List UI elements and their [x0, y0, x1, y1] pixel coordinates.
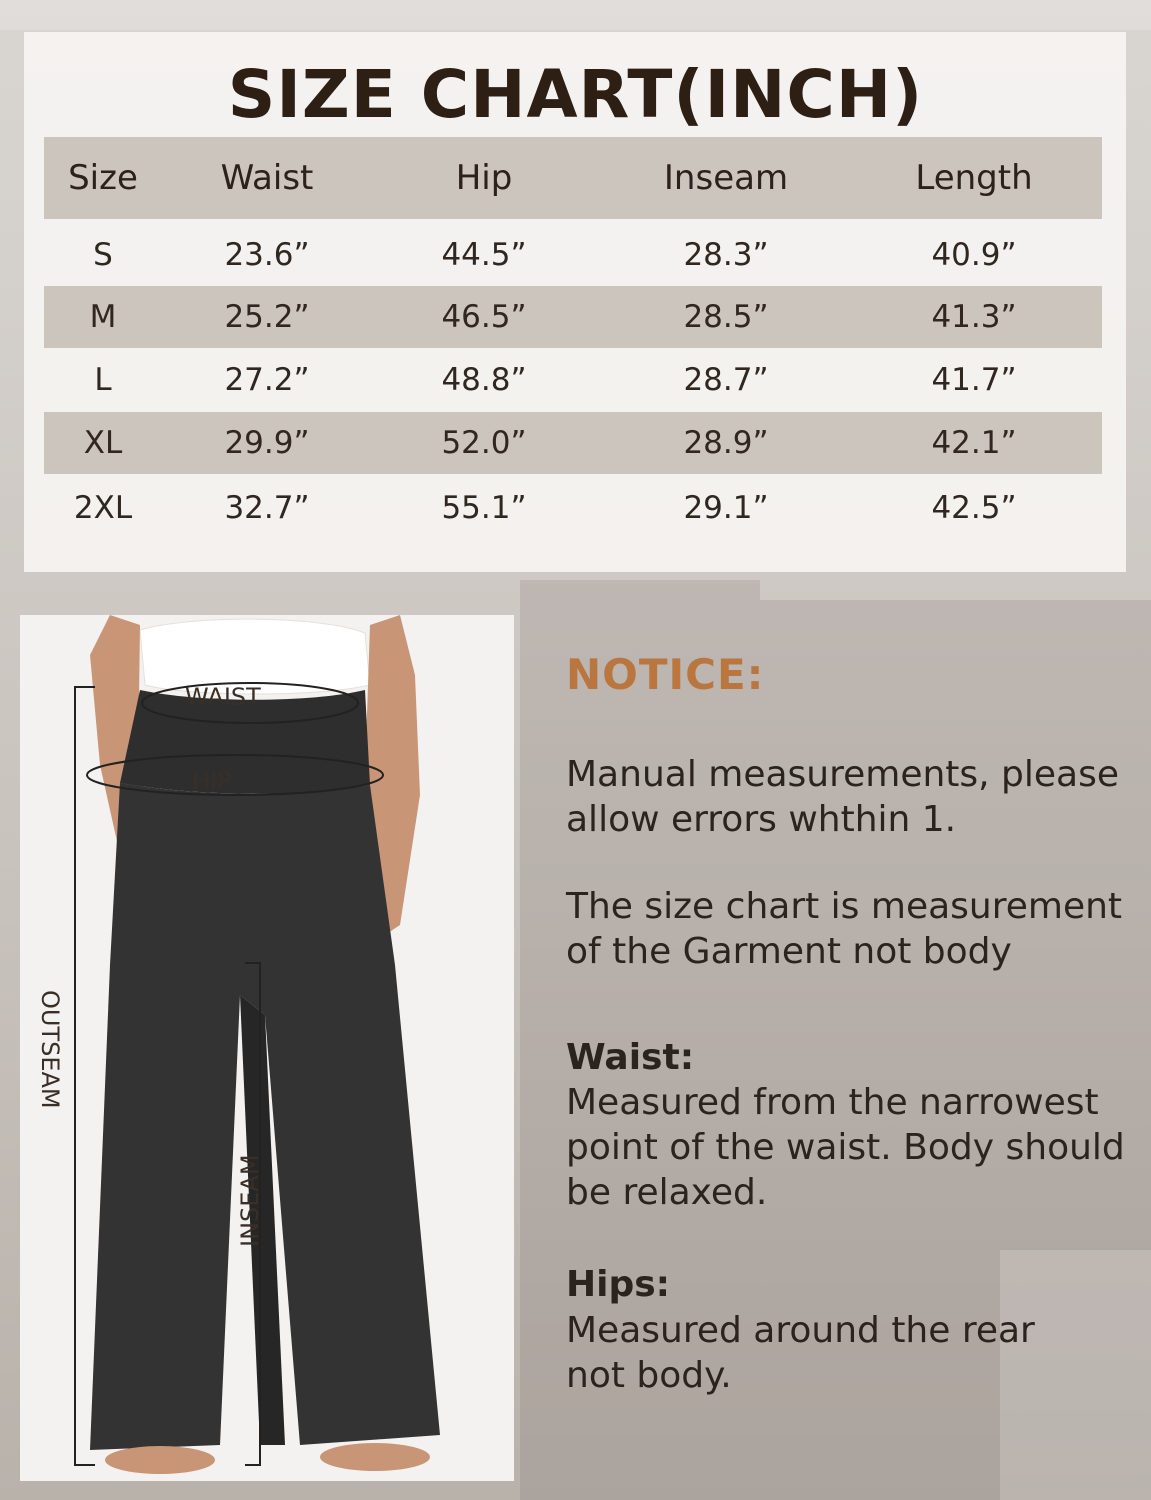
header-size: Size — [68, 158, 138, 198]
cell-inseam: 28.3” — [683, 237, 769, 273]
waist-label: WAIST — [185, 683, 261, 711]
cell-size: XL — [83, 425, 123, 461]
cell-hip: 44.5” — [441, 237, 527, 273]
cell-inseam: 28.7” — [683, 362, 769, 398]
cell-size: M — [89, 299, 117, 335]
pants-measurement-diagram — [20, 615, 514, 1481]
table-row — [44, 349, 1102, 411]
cell-hip: 46.5” — [441, 299, 527, 335]
product-photo — [20, 615, 514, 1481]
cell-hip: 55.1” — [441, 490, 527, 526]
cell-length: 41.3” — [931, 299, 1017, 335]
notice-paragraph-measurements: Manual measurements, please allow errors whthin 1. — [566, 754, 1120, 840]
cell-waist: 29.9” — [224, 425, 310, 461]
outseam-label: OUTSEAM — [36, 990, 64, 1109]
header-waist: Waist — [220, 158, 314, 198]
cell-size: S — [93, 237, 113, 273]
cell-inseam: 28.9” — [683, 425, 769, 461]
header-length: Length — [915, 158, 1033, 198]
table-header-row — [44, 137, 1102, 219]
hips-heading: Hips: — [566, 1264, 671, 1305]
header-hip: Hip — [455, 158, 513, 198]
table-row — [44, 477, 1102, 539]
cell-size: L — [94, 362, 112, 398]
cell-inseam: 28.5” — [683, 299, 769, 335]
cell-length: 41.7” — [931, 362, 1017, 398]
cell-waist: 27.2” — [224, 362, 310, 398]
cell-waist: 25.2” — [224, 299, 310, 335]
waist-heading: Waist: — [566, 1037, 695, 1078]
cell-length: 42.1” — [931, 425, 1017, 461]
header-inseam: Inseam — [663, 158, 789, 198]
table-row — [44, 412, 1102, 474]
inseam-label: INSEAM — [236, 1154, 264, 1247]
cell-size: 2XL — [73, 490, 133, 526]
cell-hip: 48.8” — [441, 362, 527, 398]
table-row — [44, 224, 1102, 286]
cell-waist: 32.7” — [224, 490, 310, 526]
waist-description: Measured from the narrowest point of the waist. Body should be relaxed. — [566, 1082, 1125, 1213]
notice-title: NOTICE: — [566, 650, 765, 699]
cell-length: 42.5” — [931, 490, 1017, 526]
cell-hip: 52.0” — [441, 425, 527, 461]
cell-length: 40.9” — [931, 237, 1017, 273]
table-row — [44, 286, 1102, 348]
hips-description: Measured around the rear not body. — [566, 1310, 1035, 1396]
notice-paragraph-garment: The size chart is measurement of the Garment not body — [566, 886, 1123, 972]
outseam-measure-line — [75, 687, 95, 1465]
hip-label: HIP — [192, 767, 232, 795]
page-title: SIZE CHART(INCH) — [227, 56, 924, 133]
cell-inseam: 29.1” — [683, 490, 769, 526]
cell-waist: 23.6” — [224, 237, 310, 273]
